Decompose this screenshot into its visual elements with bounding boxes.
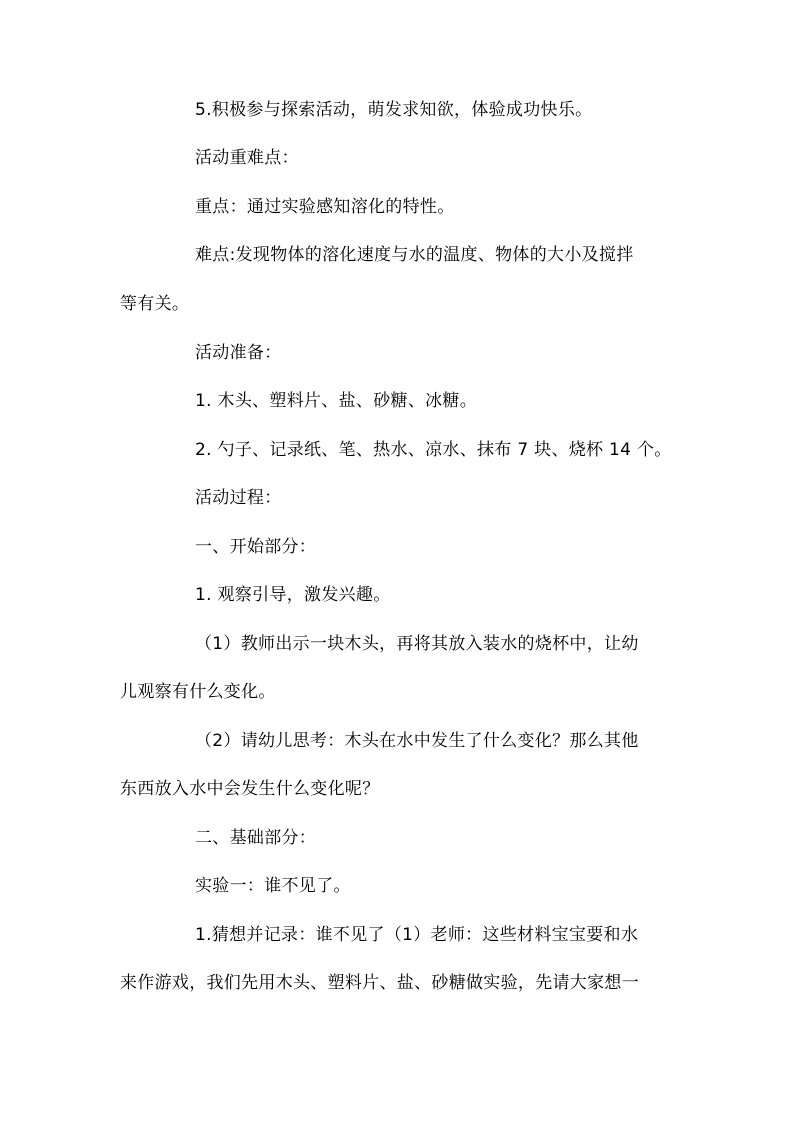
preparation-item-2: 2. 勺子、记录纸、笔、热水、凉水、抹布 7 块、烧杯 14 个。 xyxy=(195,440,672,460)
difficulty-text-cont: 等有关。 xyxy=(120,294,190,314)
preparation-item-1: 1. 木头、塑料片、盐、砂糖、冰糖。 xyxy=(195,391,478,411)
difficulty-text: 难点:发现物体的溶化速度与水的温度、物体的大小及搅拌 xyxy=(195,245,634,265)
step-1-1-text-cont: 儿观察有什么变化。 xyxy=(120,682,276,702)
key-points-heading: 活动重难点： xyxy=(195,148,299,168)
step-1-2-text-cont: 东西放入水中会发生什么变化呢？ xyxy=(120,779,380,799)
experiment-1-step-1-cont: 来作游戏，我们先用木头、塑料片、盐、砂糖做实验，先请大家想一 xyxy=(120,973,639,993)
goal-5-text: 5.积极参与探索活动，萌发求知欲，体验成功快乐。 xyxy=(195,100,593,120)
step-1-1-text: （1）教师出示一块木头，再将其放入装水的烧杯中，让幼 xyxy=(195,634,639,654)
step-1-2-text: （2）请幼儿思考：木头在水中发生了什么变化？那么其他 xyxy=(195,731,639,751)
step-1-text: 1. 观察引导，激发兴趣。 xyxy=(195,585,391,605)
key-point-text: 重点：通过实验感知溶化的特性。 xyxy=(195,197,455,217)
process-heading: 活动过程： xyxy=(195,488,282,508)
experiment-1-step-1: 1.猜想并记录：谁不见了（1）老师：这些材料宝宝要和水 xyxy=(195,925,639,945)
preparation-heading: 活动准备： xyxy=(195,343,282,363)
section-2-heading: 二、基础部分： xyxy=(195,828,317,848)
section-1-heading: 一、开始部分： xyxy=(195,537,317,557)
experiment-1-heading: 实验一：谁不见了。 xyxy=(195,876,351,896)
